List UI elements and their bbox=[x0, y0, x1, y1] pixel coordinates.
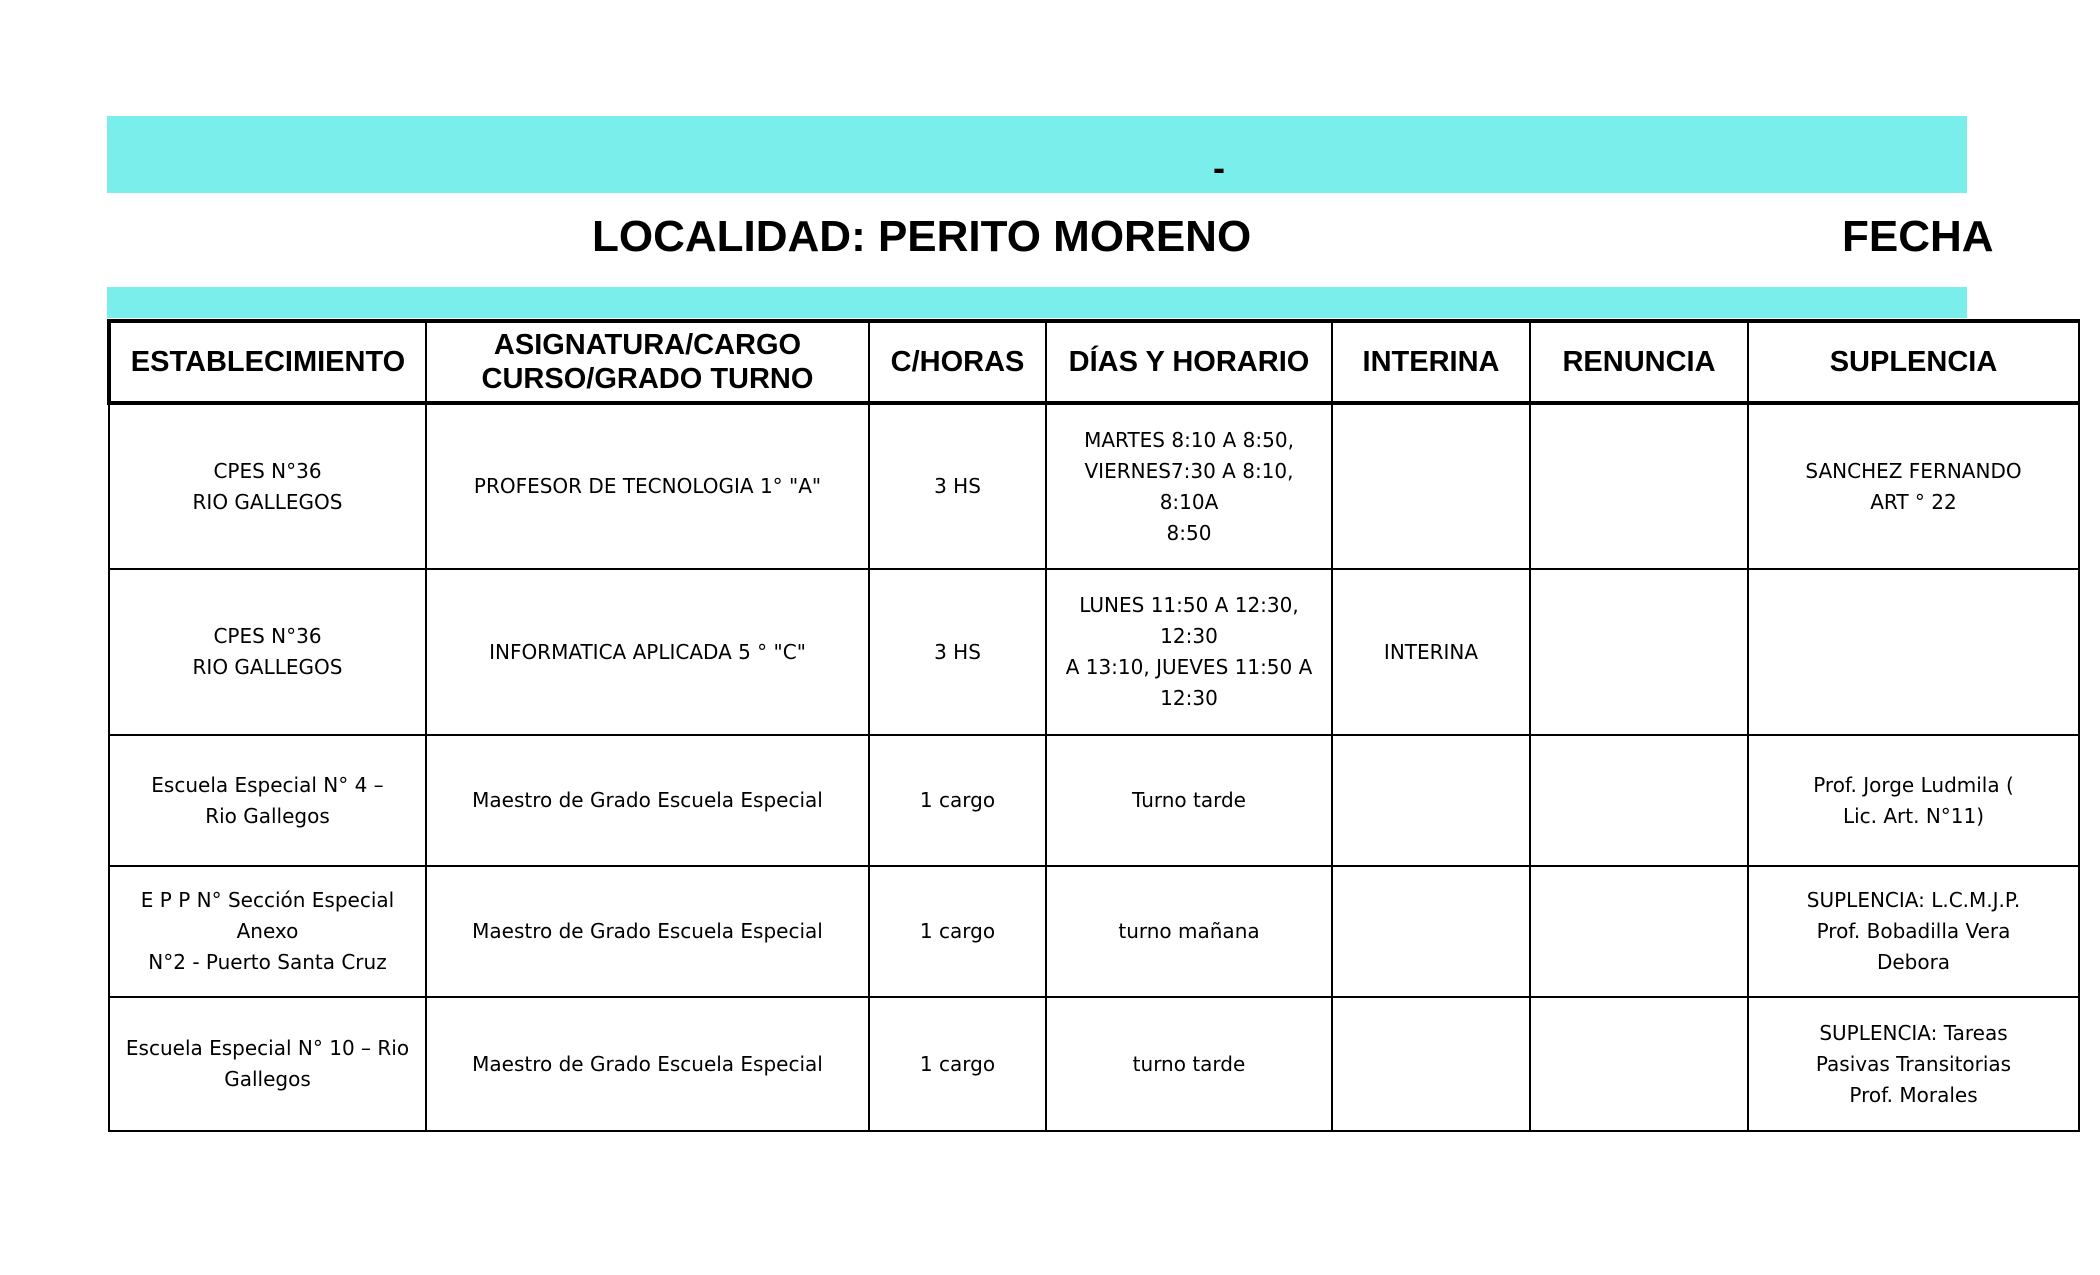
cell-line: 1 cargo bbox=[919, 919, 996, 943]
col-header-horas bbox=[869, 321, 1046, 403]
cell-line: 1 cargo bbox=[919, 1051, 996, 1076]
cell-horas bbox=[869, 997, 1046, 1131]
cell-renuncia bbox=[1530, 997, 1748, 1131]
cell-horas bbox=[869, 403, 1046, 569]
cell-line: Prof. Bobadilla Vera bbox=[1816, 919, 2011, 943]
cell-line: VIERNES7:30 A 8:10, 8:10A bbox=[1084, 458, 1294, 514]
cell-line: Maestro de Grado Escuela Especial bbox=[472, 1051, 823, 1076]
cell-line: PROFESOR DE TECNOLOGIA 1° "A" bbox=[473, 474, 822, 498]
col-header-asignatura bbox=[426, 321, 869, 403]
cell-line: Gallegos bbox=[224, 1067, 311, 1091]
cell-line: Maestro de Grado Escuela Especial bbox=[472, 919, 823, 943]
cell-line: 8:50 bbox=[1166, 520, 1212, 545]
cell-line: A 13:10, JUEVES 11:50 A bbox=[1065, 655, 1313, 679]
cell-suplencia bbox=[1748, 569, 2079, 735]
cell-suplencia bbox=[1748, 866, 2079, 997]
col-header-line: ASIGNATURA/CARGO bbox=[493, 329, 802, 361]
cell-line: Escuela Especial N° 4 – bbox=[151, 772, 384, 797]
cell-horas bbox=[869, 735, 1046, 866]
cell-line: Escuela Especial N° 10 – Rio bbox=[125, 1036, 410, 1060]
cell-establecimiento bbox=[109, 403, 426, 569]
cell-asignatura bbox=[426, 997, 869, 1131]
col-header-line: ESTABLECIMIENTO bbox=[130, 346, 406, 378]
cell-line: SANCHEZ FERNANDO bbox=[1805, 458, 2022, 483]
cell-line: Prof. Morales bbox=[1849, 1082, 1978, 1107]
cell-line: turno mañana bbox=[1118, 919, 1260, 943]
table-row bbox=[109, 997, 2079, 1131]
table-row bbox=[109, 403, 2079, 569]
cell-line: E P P N° Sección Especial Anexo bbox=[140, 888, 395, 943]
col-header-line: DÍAS Y HORARIO bbox=[1068, 346, 1310, 378]
cell-line: turno tarde bbox=[1132, 1051, 1246, 1076]
cell-interina bbox=[1332, 735, 1530, 866]
spreadsheet-page bbox=[107, 0, 2022, 1275]
cell-line: ART ° 22 bbox=[1870, 489, 1957, 514]
cell-interina bbox=[1332, 866, 1530, 997]
cell-line: INTERINA bbox=[1383, 639, 1479, 664]
cell-line: Debora bbox=[1876, 950, 1951, 974]
cell-line: INFORMATICA APLICADA 5 ° "C" bbox=[489, 639, 806, 664]
header-dash: - bbox=[1213, 147, 1225, 188]
cell-line: CPES N°36 bbox=[213, 624, 322, 648]
cell-asignatura bbox=[426, 735, 869, 866]
cell-horas bbox=[869, 569, 1046, 735]
col-header-line: CURSO/GRADO TURNO bbox=[481, 363, 814, 395]
table-row bbox=[109, 569, 2079, 735]
col-header-interina bbox=[1332, 321, 1530, 403]
cell-horario bbox=[1046, 569, 1332, 735]
cell-asignatura bbox=[426, 569, 869, 735]
cell-line: Pasivas Transitorias bbox=[1815, 1051, 2012, 1076]
table-row bbox=[109, 866, 2079, 997]
cell-renuncia bbox=[1530, 735, 1748, 866]
cell-line: 12:30 bbox=[1160, 686, 1218, 710]
col-header-suplencia bbox=[1748, 321, 2079, 403]
cell-renuncia bbox=[1530, 866, 1748, 997]
cell-renuncia bbox=[1530, 569, 1748, 735]
cell-horario bbox=[1046, 735, 1332, 866]
header-row bbox=[109, 321, 2079, 403]
fecha-label: FECHA bbox=[1842, 212, 1994, 261]
cell-line: 3 HS bbox=[934, 474, 981, 498]
header-band-bottom bbox=[107, 287, 1967, 318]
cell-renuncia bbox=[1530, 403, 1748, 569]
cell-line: MARTES 8:10 A 8:50, bbox=[1084, 427, 1294, 452]
cell-line: CPES N°36 bbox=[213, 458, 322, 483]
cell-asignatura bbox=[426, 866, 869, 997]
cell-interina bbox=[1332, 997, 1530, 1131]
cell-line: N°2 - Puerto Santa Cruz bbox=[148, 950, 387, 974]
cell-horario bbox=[1046, 866, 1332, 997]
cell-suplencia bbox=[1748, 997, 2079, 1131]
vacancies-table bbox=[107, 319, 2080, 1132]
cell-horario bbox=[1046, 403, 1332, 569]
cell-interina bbox=[1332, 569, 1530, 735]
cell-line: LUNES 11:50 A 12:30, 12:30 bbox=[1079, 593, 1299, 648]
cell-interina bbox=[1332, 403, 1530, 569]
cell-line: SUPLENCIA: Tareas bbox=[1819, 1020, 2008, 1045]
cell-line: Lic. Art. N°11) bbox=[1842, 803, 1985, 828]
cell-asignatura bbox=[426, 403, 869, 569]
header-band-top bbox=[107, 116, 1967, 193]
cell-suplencia bbox=[1748, 403, 2079, 569]
col-header-line: INTERINA bbox=[1362, 346, 1500, 378]
cell-establecimiento bbox=[109, 569, 426, 735]
col-header-horario bbox=[1046, 321, 1332, 403]
cell-line: RIO GALLEGOS bbox=[192, 489, 343, 514]
locality-title: LOCALIDAD: PERITO MORENO bbox=[592, 212, 1252, 261]
col-header-renuncia bbox=[1530, 321, 1748, 403]
cell-line: 3 HS bbox=[934, 639, 981, 664]
cell-suplencia bbox=[1748, 735, 2079, 866]
cell-line: RIO GALLEGOS bbox=[192, 655, 343, 679]
cell-line: 1 cargo bbox=[919, 788, 996, 812]
cell-establecimiento bbox=[109, 866, 426, 997]
col-header-line: SUPLENCIA bbox=[1829, 346, 1998, 378]
col-header-line: C/HORAS bbox=[890, 346, 1025, 378]
table-row bbox=[109, 735, 2079, 866]
cell-horas bbox=[869, 866, 1046, 997]
cell-line: Maestro de Grado Escuela Especial bbox=[472, 788, 823, 812]
col-header-establecimiento bbox=[109, 321, 426, 403]
cell-establecimiento bbox=[109, 997, 426, 1131]
cell-line: Turno tarde bbox=[1132, 788, 1246, 812]
col-header-line: RENUNCIA bbox=[1562, 346, 1716, 378]
cell-line: Prof. Jorge Ludmila ( bbox=[1813, 772, 2014, 797]
cell-line: SUPLENCIA: L.C.M.J.P. bbox=[1806, 888, 2021, 912]
cell-horario bbox=[1046, 997, 1332, 1131]
cell-establecimiento bbox=[109, 735, 426, 866]
cell-line: Rio Gallegos bbox=[205, 803, 330, 828]
